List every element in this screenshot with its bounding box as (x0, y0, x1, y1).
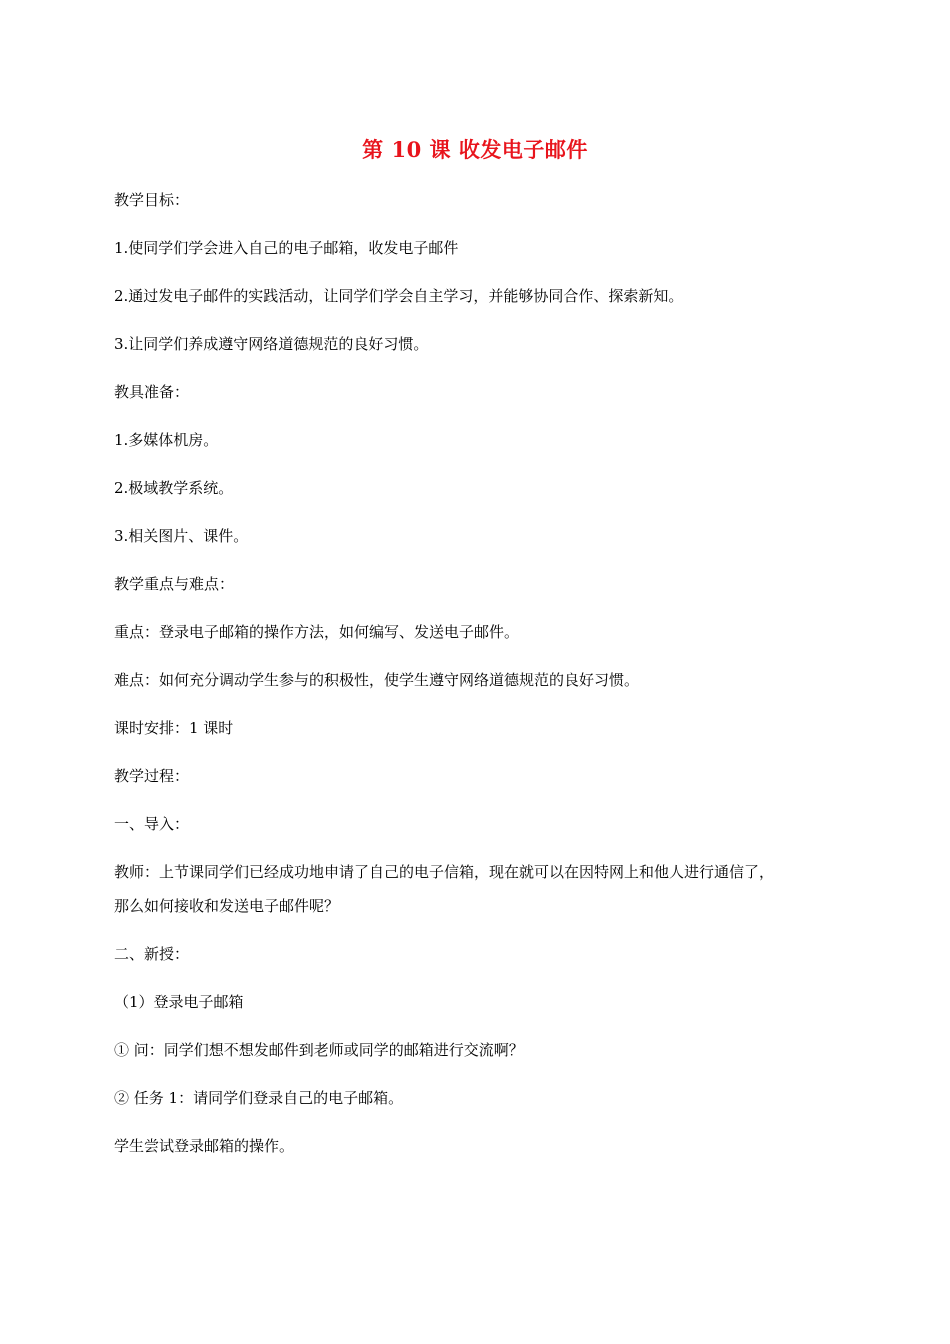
lesson-body (114, 189, 844, 1183)
lesson-title: 第 10 课 收发电子邮件 (362, 137, 588, 162)
aid-item: 2.极域教学系统。 (114, 479, 234, 497)
teacher-paragraph-line-1: 教师：上节课同学们已经成功地申请了自己的电子信箱，现在就可以在因特网上和他人进行通信了， (114, 863, 775, 881)
goal-item: 2.通过发电子邮件的实践活动，让同学们学会自主学习，并能够协同合作、探索新知。 (114, 287, 684, 305)
student-activity: 学生尝试登录邮箱的操作。 (114, 1137, 295, 1155)
key-point: 重点：登录电子邮箱的操作方法，如何编写、发送电子邮件。 (114, 623, 520, 641)
section-introduction: 一、导入： (114, 815, 190, 833)
heading-teaching-aids: 教具准备： (114, 383, 190, 401)
goal-item: 1.使同学们学会进入自己的电子邮箱，收发电子邮件 (114, 239, 459, 257)
step-task: ② 任务 1：请同学们登录自己的电子邮箱。 (114, 1089, 404, 1107)
teacher-paragraph-line-2: 那么如何接收和发送电子邮件呢？ (114, 897, 340, 915)
subsection-login: （1）登录电子邮箱 (114, 993, 244, 1011)
class-hours: 课时安排：1 课时 (114, 719, 234, 737)
aid-item: 3.相关图片、课件。 (114, 527, 249, 545)
heading-teaching-process: 教学过程： (114, 767, 190, 785)
heading-key-points: 教学重点与难点： (114, 575, 235, 593)
heading-teaching-goals: 教学目标： (114, 191, 190, 209)
step-question: ① 问：同学们想不想发邮件到老师或同学的邮箱进行交流啊？ (114, 1041, 524, 1059)
difficult-point: 难点：如何充分调动学生参与的积极性，使学生遵守网络道德规范的良好习惯。 (114, 671, 640, 689)
aid-item: 1.多媒体机房。 (114, 431, 219, 449)
section-new-lesson: 二、新授： (114, 945, 190, 963)
goal-item: 3.让同学们养成遵守网络道德规范的良好习惯。 (114, 335, 429, 353)
